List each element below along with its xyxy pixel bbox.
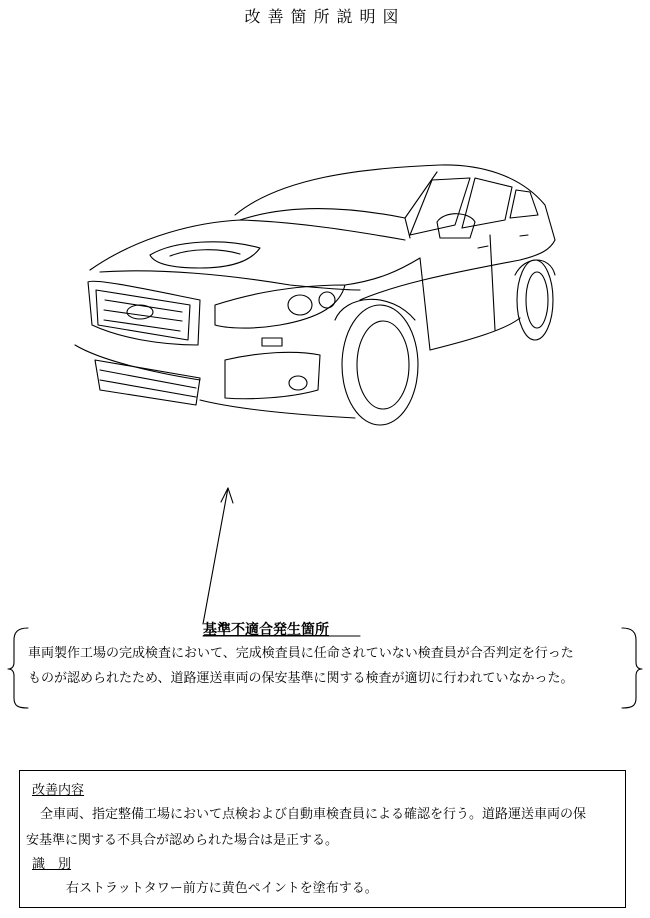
defect-line-1: 車両製作工場の完成検査において、完成検査員に任命されていない検査員が合否判定を行った	[28, 646, 574, 661]
improvement-box	[19, 770, 626, 908]
page-title: 改善箇所説明図	[244, 7, 406, 26]
improvement-line-2: 安基準に関する不具合が認められた場合は是正する。	[26, 833, 339, 848]
defect-description	[28, 641, 628, 691]
identification-heading: 識 別	[32, 857, 72, 872]
improvement-line-1: 全車両、指定整備工場において点検および自動車検査員による確認を行う。道路運送車両の保	[40, 807, 587, 822]
defect-line-2: ものが認められたため、道路運送車両の保安基準に関する検査が適切に行われていなかった。	[28, 671, 574, 686]
identification-text: 右ストラットタワー前方に黄色ペイントを塗布する。	[66, 881, 378, 896]
improvement-content-heading: 改善内容	[32, 783, 85, 798]
defect-location-heading: 基準不適合発生箇所	[203, 622, 329, 638]
